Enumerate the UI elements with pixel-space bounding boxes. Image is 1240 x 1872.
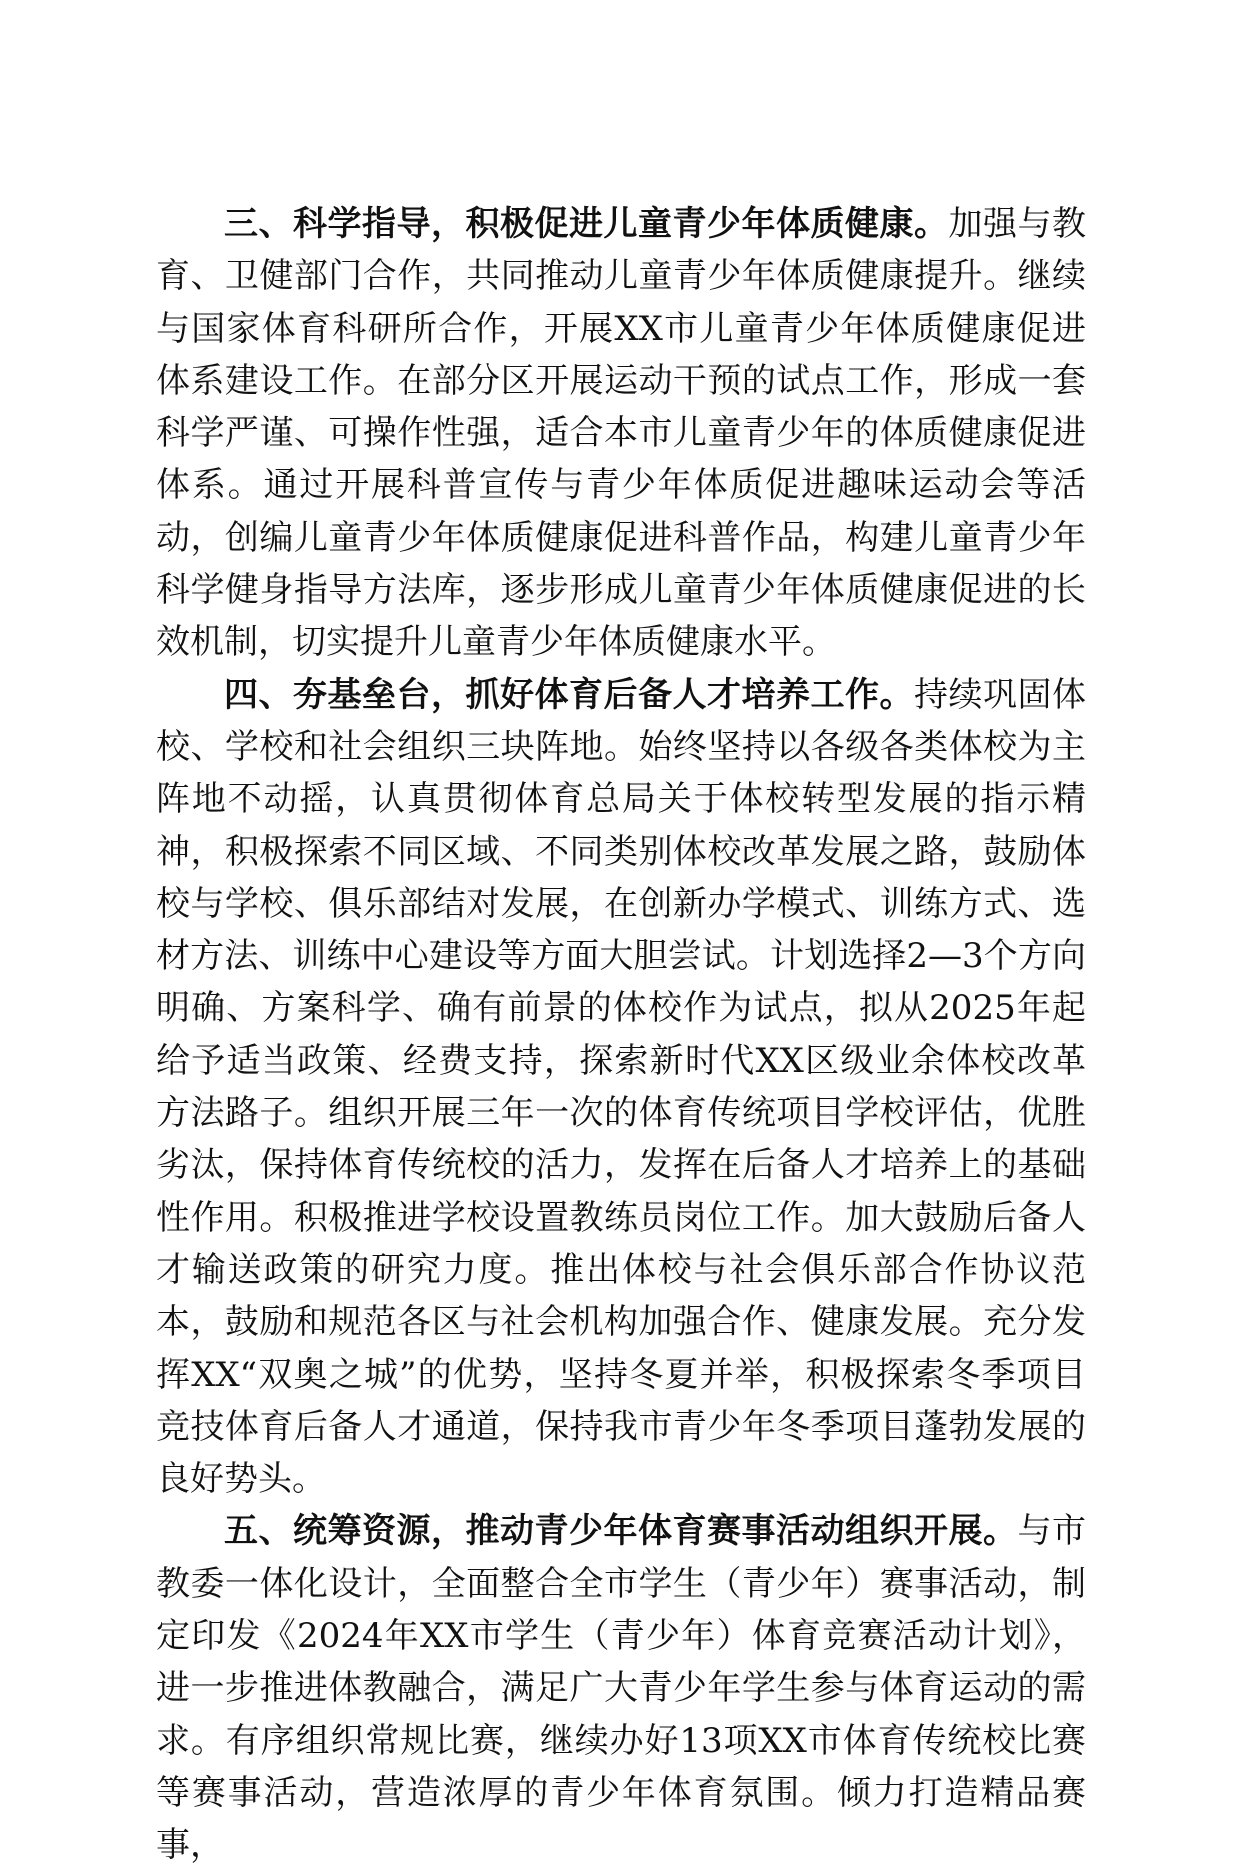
paragraph-5-youth-events — [156, 1505, 1086, 1871]
paragraph-3-physical-health — [156, 198, 1086, 669]
paragraph-text: 加强与教育、卫健部门合作，共同推动儿童青少年体质健康提升。继续与国家体育科研所合作，开展XX市儿童青少年体质健康促进体系建设工作。在部分区开展运动干预的试点工作，形成一套科学严谨、可操作性强，适合本市儿童青少年的体质健康促进体系。通过开展科普宣传与青少年体质促进趣味运动会等活动，创编儿童青少年体质健康促进科普作品，构建儿童青少年科学健身指导方法库，逐步形成儿童青少年体质健康促进的长效机制，切实提升儿童青少年体质健康水平。 — [156, 204, 1086, 663]
paragraph-4-reserve-talent — [156, 669, 1086, 1506]
paragraph-text: 持续巩固体校、学校和社会组织三块阵地。始终坚持以各级各类体校为主阵地不动摇，认真贯彻体育总局关于体校转型发展的指示精神，积极探索不同区域、不同类别体校改革发展之路，鼓励体校与学校、俱乐部结对发展，在创新办学模式、训练方式、选材方法、训练中心建设等方面大胆尝试。计划选择2—3个方向明确、方案科学、确有前景的体校作为试点，拟从2025年起给予适当政策、经费支持，探索新时代XX区级业余体校改革方法路子。组织开展三年一次的体育传统项目学校评估，优胜劣汰，保持体育传统校的活力，发挥在后备人才培养上的基础性作用。积极推进学校设置教练员岗位工作。加大鼓励后备人才输送政策的研究力度。推出体校与社会俱乐部合作协议范本，鼓励和规范各区与社会机构加强合作、健康发展。充分发挥XX“双奥之城”的优势，坚持冬夏并举，积极探索冬季项目竞技体育后备人才通道，保持我市青少年冬季项目蓬勃发展的良好势头。 — [156, 674, 1086, 1500]
paragraph-heading: 三、科学指导，积极促进儿童青少年体质健康。 — [224, 204, 949, 244]
paragraph-heading: 四、夯基垒台，抓好体育后备人才培养工作。 — [224, 674, 914, 715]
paragraph-text: 与市教委一体化设计，全面整合全市学生（青少年）赛事活动，制定印发《2024年XX市学生（青少年）体育竞赛活动计划》，进一步推进体教融合，满足广大青少年学生参与体育运动的需求。有序组织常规比赛，继续办好13项XX市体育传统校比赛等赛事活动，营造浓厚的青少年体育氛围。倾力打造精品赛事， — [156, 1511, 1086, 1866]
paragraph-heading: 五、统筹资源，推动青少年体育赛事活动组织开展。 — [224, 1511, 1018, 1552]
document-body — [156, 198, 1086, 1872]
